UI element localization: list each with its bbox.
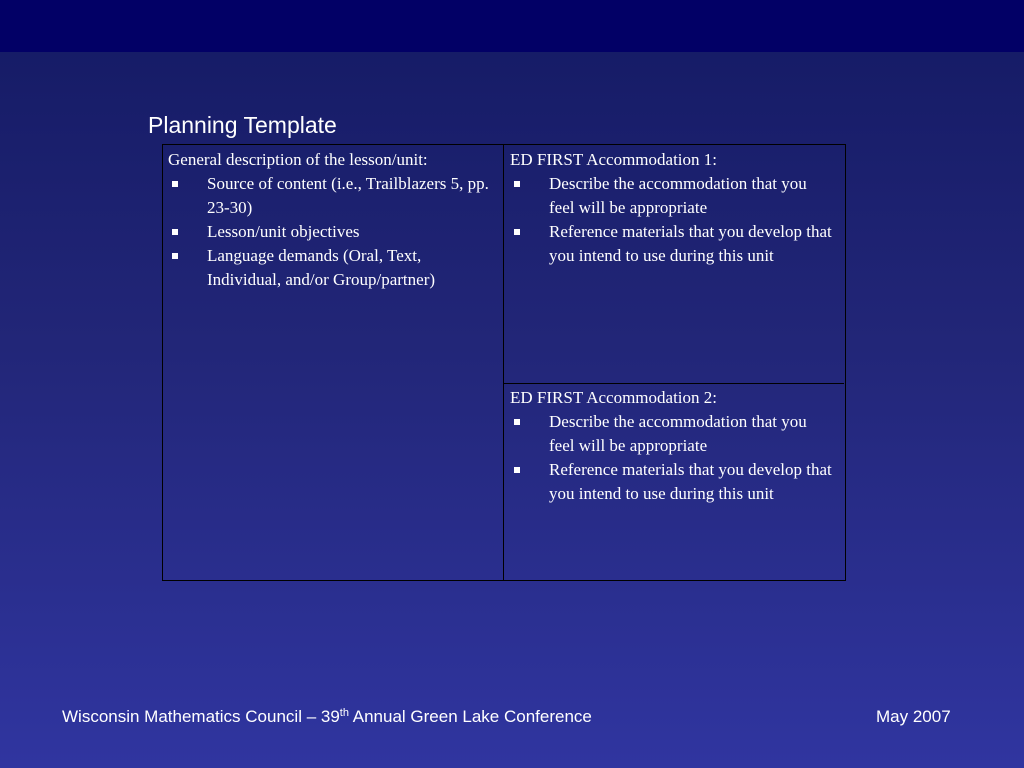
slide-title: Planning Template (148, 112, 337, 138)
list-item-text: Describe the accommodation that you feel will be appropriate (549, 412, 807, 455)
accommodation-1-cell (504, 145, 844, 384)
list-item (168, 172, 495, 220)
list-item-text: Reference materials that you develop that you intend to use during this unit (549, 460, 832, 503)
footer-date: May 2007 (876, 707, 951, 726)
accommodation-2-list (510, 410, 836, 506)
accommodation-1-list (510, 172, 836, 268)
square-bullet-icon (514, 467, 520, 473)
footer-conference-prefix: Wisconsin Mathematics Council – 39 (62, 707, 340, 726)
square-bullet-icon (172, 253, 178, 259)
square-bullet-icon (172, 229, 178, 235)
general-description-heading: General description of the lesson/unit: (168, 150, 428, 169)
list-item-text: Lesson/unit objectives (207, 222, 360, 241)
general-description-list (168, 172, 495, 292)
square-bullet-icon (514, 229, 520, 235)
planning-template-table (162, 144, 846, 581)
footer-ordinal-suffix: th (339, 707, 349, 719)
list-item (510, 410, 836, 458)
list-item (168, 244, 495, 292)
top-band (0, 0, 1024, 52)
square-bullet-icon (172, 181, 178, 187)
accommodation-2-heading: ED FIRST Accommodation 2: (510, 388, 717, 407)
square-bullet-icon (514, 181, 520, 187)
list-item (510, 458, 836, 506)
list-item-text: Language demands (Oral, Text, Individual, and/or Group/partner) (207, 246, 436, 289)
accommodation-1-heading: ED FIRST Accommodation 1: (510, 150, 717, 169)
list-item-text: Reference materials that you develop that you intend to use during this unit (549, 222, 832, 265)
footer-conference-suffix: Annual Green Lake Conference (348, 707, 592, 726)
list-item (510, 172, 836, 220)
list-item-text: Describe the accommodation that you feel will be appropriate (549, 174, 807, 217)
list-item (168, 220, 495, 244)
square-bullet-icon (514, 419, 520, 425)
accommodation-2-cell (504, 384, 844, 579)
list-item (510, 220, 836, 268)
list-item-text: Source of content (i.e., Trailblazers 5, pp. 23-30) (207, 174, 489, 217)
footer-conference (62, 706, 592, 728)
general-description-cell (163, 145, 504, 580)
